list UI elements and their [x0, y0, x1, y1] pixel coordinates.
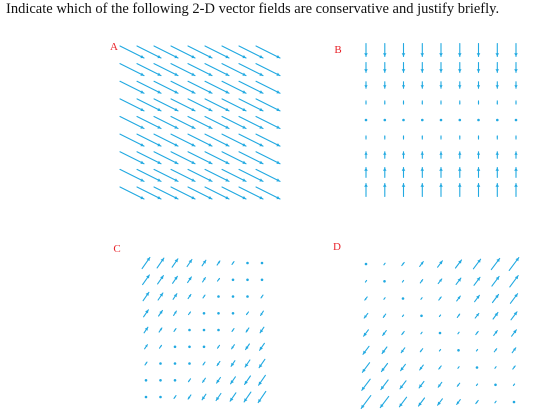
field-d-arrow	[383, 314, 385, 317]
field-c-arrow	[261, 279, 264, 282]
field-c-arrow	[203, 329, 206, 332]
field-d-arrow	[457, 296, 461, 301]
field-b-arrow	[402, 119, 405, 122]
field-b-arrow	[421, 168, 425, 178]
field-b-arrow	[402, 44, 406, 57]
field-b-arrow	[477, 82, 480, 89]
field-c-arrow	[188, 329, 191, 332]
field-c-arrow	[203, 378, 206, 382]
field-d-arrow	[402, 280, 403, 282]
field-b-arrow	[384, 119, 387, 122]
field-d-arrow	[476, 400, 478, 403]
field-b-arrow	[515, 136, 517, 139]
field-b-arrow	[364, 168, 368, 178]
field-d-arrow	[438, 279, 442, 284]
field-d-arrow	[362, 379, 370, 390]
field-c-arrow	[260, 343, 265, 350]
field-b-arrow	[458, 152, 461, 159]
field-b-arrow	[402, 82, 405, 89]
field-b-arrow	[439, 184, 443, 197]
field-c-arrow	[245, 360, 250, 367]
field-d-arrow	[495, 401, 496, 403]
field-c-arrow	[247, 312, 249, 315]
field-d-arrow	[494, 331, 498, 336]
field-c-arrow	[145, 362, 147, 365]
field-d-arrow	[400, 381, 406, 389]
field-b-arrow	[459, 119, 462, 122]
field-b-arrow	[421, 136, 423, 139]
field-d-arrow	[381, 380, 388, 390]
field-b-arrow	[477, 119, 480, 122]
field-b-arrow	[496, 168, 500, 178]
field-d-arrow	[364, 313, 368, 318]
field-b-arrow	[403, 101, 405, 104]
field-b-arrow	[365, 101, 367, 104]
field-d-arrow	[474, 277, 480, 285]
field-d-arrow	[419, 382, 424, 388]
field-b-arrow	[421, 63, 425, 73]
field-d-arrow	[420, 349, 422, 352]
field-b-arrow	[496, 63, 500, 73]
field-b-arrow	[364, 44, 368, 57]
field-d-arrow	[419, 398, 425, 406]
field-c-arrow	[159, 362, 162, 365]
field-c-arrow	[159, 396, 162, 399]
field-b-arrow	[421, 152, 424, 159]
field-d-arrow	[456, 260, 462, 268]
field-d-arrow	[402, 331, 404, 334]
field-d-arrow	[402, 297, 405, 300]
field-d-arrow	[365, 297, 367, 300]
field-c-arrow	[217, 261, 220, 265]
field-b-arrow	[364, 82, 367, 89]
field-c-arrow	[261, 311, 264, 315]
field-d-arrow	[457, 314, 459, 317]
field-c-arrow	[174, 396, 176, 399]
field-d-arrow	[456, 278, 461, 284]
field-c-arrow	[244, 392, 251, 402]
field-c-arrow	[143, 292, 149, 300]
panel-d-label: D	[333, 241, 341, 253]
field-b-arrow	[421, 101, 423, 104]
field-b-arrow	[477, 168, 481, 178]
field-c-arrow	[173, 276, 178, 283]
field-d-arrow	[364, 330, 369, 336]
field-d-arrow	[402, 315, 403, 317]
field-c-arrow	[217, 361, 220, 365]
field-d-arrow	[476, 366, 479, 369]
field-c-arrow	[245, 376, 251, 384]
field-c-arrow	[203, 278, 206, 282]
field-b-arrow	[458, 63, 462, 73]
field-c-arrow	[261, 262, 264, 265]
field-b-arrow	[383, 82, 386, 89]
field-b-arrow	[402, 168, 406, 178]
field-c-arrow	[230, 393, 236, 401]
field-c-arrow	[174, 362, 177, 365]
field-d-arrow	[382, 347, 387, 354]
field-c-arrow	[159, 311, 163, 317]
field-b-arrow	[496, 44, 500, 57]
field-c-arrow	[232, 312, 235, 315]
field-d-arrow	[365, 280, 366, 282]
field-b-arrow	[383, 63, 387, 73]
field-d-arrow	[495, 367, 496, 369]
field-b-arrow	[364, 184, 368, 197]
field-d-arrow	[384, 263, 385, 265]
field-d-arrow	[494, 349, 496, 352]
field-c-arrow	[142, 257, 150, 268]
field-c-arrow	[159, 379, 162, 382]
field-c-arrow	[246, 328, 249, 332]
field-d-arrow	[439, 297, 441, 300]
field-d-arrow	[438, 399, 443, 405]
field-b-arrow	[383, 44, 387, 57]
field-b-arrow	[403, 136, 405, 139]
field-d-arrow	[513, 384, 514, 386]
field-d-arrow	[420, 262, 424, 267]
field-c-arrow	[202, 394, 206, 400]
field-d-arrow	[513, 401, 516, 404]
field-d-arrow	[476, 350, 477, 352]
field-b-arrow	[421, 119, 424, 122]
field-d-arrow	[457, 400, 461, 405]
field-b-arrow	[478, 101, 480, 104]
field-c-arrow	[188, 277, 192, 283]
field-b-arrow	[365, 136, 367, 139]
field-b-arrow	[421, 82, 424, 89]
field-b-arrow	[514, 63, 518, 73]
field-c-arrow	[246, 279, 249, 282]
field-b-arrow	[458, 44, 462, 57]
field-b-arrow	[514, 168, 518, 178]
field-d-arrow	[476, 384, 477, 386]
field-b-arrow	[514, 184, 518, 197]
field-c-arrow	[232, 262, 234, 265]
field-b-arrow	[458, 168, 462, 178]
field-b-arrow	[496, 82, 499, 89]
field-c-arrow	[258, 391, 266, 402]
field-d-arrow	[494, 384, 497, 387]
field-d-arrow	[438, 382, 442, 387]
vector-field-d	[360, 258, 520, 408]
field-c-arrow	[231, 377, 236, 384]
field-c-arrow	[174, 346, 177, 349]
field-d-arrow	[399, 397, 406, 407]
field-c-arrow	[246, 262, 249, 265]
field-d-arrow	[365, 263, 368, 266]
field-d-arrow	[439, 366, 441, 369]
field-b-arrow	[384, 136, 386, 139]
field-d-arrow	[493, 313, 498, 320]
field-b-arrow	[459, 101, 461, 104]
field-c-arrow	[246, 295, 249, 298]
field-c-arrow	[160, 345, 162, 348]
field-d-arrow	[458, 367, 459, 369]
field-c-arrow	[145, 396, 148, 399]
field-b-arrow	[402, 184, 406, 197]
field-b-arrow	[478, 136, 480, 139]
field-d-arrow	[402, 262, 404, 265]
field-c-arrow	[173, 294, 177, 300]
field-d-arrow	[491, 258, 499, 269]
field-d-arrow	[512, 348, 516, 353]
field-b-arrow	[514, 152, 517, 159]
field-d-arrow	[420, 280, 422, 283]
field-b-arrow	[459, 136, 461, 139]
vector-field-a	[120, 40, 280, 205]
field-c-arrow	[144, 327, 148, 333]
field-c-arrow	[259, 375, 266, 385]
field-c-arrow	[216, 394, 221, 401]
field-d-arrow	[384, 298, 385, 300]
vector-field-c	[138, 255, 270, 405]
field-b-arrow	[477, 44, 481, 57]
field-b-arrow	[496, 119, 499, 122]
field-c-arrow	[217, 329, 220, 332]
field-d-arrow	[439, 315, 440, 317]
field-c-arrow	[218, 278, 220, 281]
field-d-arrow	[509, 258, 519, 271]
field-d-arrow	[476, 331, 478, 334]
field-d-arrow	[513, 366, 515, 369]
field-c-arrow	[145, 345, 148, 349]
field-b-arrow	[364, 63, 368, 73]
field-b-arrow	[496, 136, 498, 139]
field-b-arrow	[402, 152, 405, 159]
field-d-arrow	[421, 332, 422, 334]
field-d-arrow	[439, 332, 442, 335]
field-b-arrow	[477, 152, 480, 159]
field-d-arrow	[361, 396, 371, 409]
field-c-arrow	[159, 328, 162, 332]
field-d-arrow	[383, 280, 386, 283]
field-c-arrow	[188, 294, 191, 298]
field-d-arrow	[457, 383, 459, 386]
field-c-arrow	[174, 379, 177, 382]
field-b-arrow	[421, 184, 425, 197]
field-d-arrow	[475, 313, 479, 318]
field-b-arrow	[477, 63, 481, 73]
field-c-arrow	[202, 260, 206, 266]
field-c-arrow	[246, 344, 250, 350]
field-c-arrow	[203, 362, 205, 365]
field-b-arrow	[477, 184, 481, 197]
field-c-arrow	[217, 295, 220, 298]
field-b-arrow	[515, 101, 517, 104]
field-c-arrow	[174, 329, 176, 332]
field-b-arrow	[365, 119, 368, 122]
field-b-arrow	[383, 184, 387, 197]
field-b-arrow	[402, 63, 406, 73]
panel-b-label: B	[334, 44, 342, 56]
field-b-arrow	[440, 119, 443, 122]
field-b-arrow	[421, 44, 425, 57]
field-d-arrow	[383, 331, 387, 336]
field-d-arrow	[438, 261, 443, 267]
field-b-arrow	[439, 82, 442, 89]
field-b-arrow	[439, 63, 443, 73]
field-d-arrow	[457, 349, 460, 352]
field-c-arrow	[232, 279, 235, 282]
field-c-arrow	[218, 345, 220, 348]
question-text: Indicate which of the following 2-D vector fields are conservative and justify briefly.	[6, 1, 500, 17]
field-b-arrow	[440, 101, 442, 104]
field-b-arrow	[439, 152, 442, 159]
field-c-arrow	[232, 329, 234, 332]
field-b-arrow	[458, 184, 462, 197]
field-c-arrow	[172, 259, 178, 267]
field-c-arrow	[188, 346, 191, 349]
field-c-arrow	[260, 327, 264, 333]
field-b-arrow	[496, 184, 500, 197]
field-b-arrow	[440, 136, 442, 139]
field-c-arrow	[261, 295, 263, 298]
field-b-arrow	[439, 168, 443, 178]
field-d-arrow	[420, 365, 424, 370]
field-d-arrow	[363, 346, 369, 354]
field-c-arrow	[145, 379, 148, 382]
field-d-arrow	[492, 276, 499, 286]
field-d-arrow	[475, 295, 480, 301]
field-d-arrow	[362, 363, 369, 373]
field-d-arrow	[401, 348, 405, 353]
field-d-arrow	[421, 298, 422, 300]
field-d-arrow	[401, 364, 406, 370]
vector-field-b	[360, 44, 522, 196]
field-c-arrow	[187, 260, 192, 267]
field-b-arrow	[364, 152, 367, 159]
field-b-arrow	[496, 152, 499, 159]
field-c-arrow	[203, 312, 206, 315]
field-d-arrow	[382, 364, 388, 372]
field-c-arrow	[203, 295, 205, 298]
field-c-arrow	[231, 361, 235, 367]
field-d-arrow	[420, 315, 423, 318]
field-c-arrow	[232, 295, 235, 298]
field-d-arrow	[493, 295, 499, 303]
field-d-arrow	[439, 350, 440, 352]
panel-c-label: C	[113, 243, 121, 255]
field-d-arrow	[458, 332, 459, 334]
field-d-arrow	[510, 294, 517, 304]
field-b-arrow	[383, 152, 386, 159]
field-b-arrow	[439, 44, 443, 57]
field-d-arrow	[511, 312, 517, 320]
field-b-arrow	[514, 44, 518, 57]
field-b-arrow	[496, 101, 498, 104]
field-c-arrow	[143, 275, 150, 285]
field-b-arrow	[514, 82, 517, 89]
field-c-arrow	[217, 378, 221, 384]
field-c-arrow	[144, 310, 149, 317]
field-d-arrow	[510, 276, 518, 287]
field-d-arrow	[380, 396, 388, 407]
field-b-arrow	[384, 101, 386, 104]
field-c-arrow	[189, 312, 191, 315]
field-c-arrow	[174, 311, 177, 315]
field-b-arrow	[458, 82, 461, 89]
field-d-arrow	[473, 259, 480, 269]
field-c-arrow	[158, 276, 164, 284]
field-c-arrow	[232, 345, 235, 349]
field-b-arrow	[515, 119, 518, 122]
field-c-arrow	[189, 379, 191, 382]
field-c-arrow	[157, 258, 164, 268]
field-c-arrow	[259, 359, 265, 367]
field-c-arrow	[203, 346, 206, 349]
field-b-arrow	[383, 168, 387, 178]
field-c-arrow	[188, 362, 191, 365]
field-c-arrow	[188, 395, 191, 399]
field-d-arrow	[512, 330, 517, 336]
field-c-arrow	[217, 312, 220, 315]
field-c-arrow	[158, 293, 163, 300]
panel-a-label: A	[110, 41, 118, 53]
